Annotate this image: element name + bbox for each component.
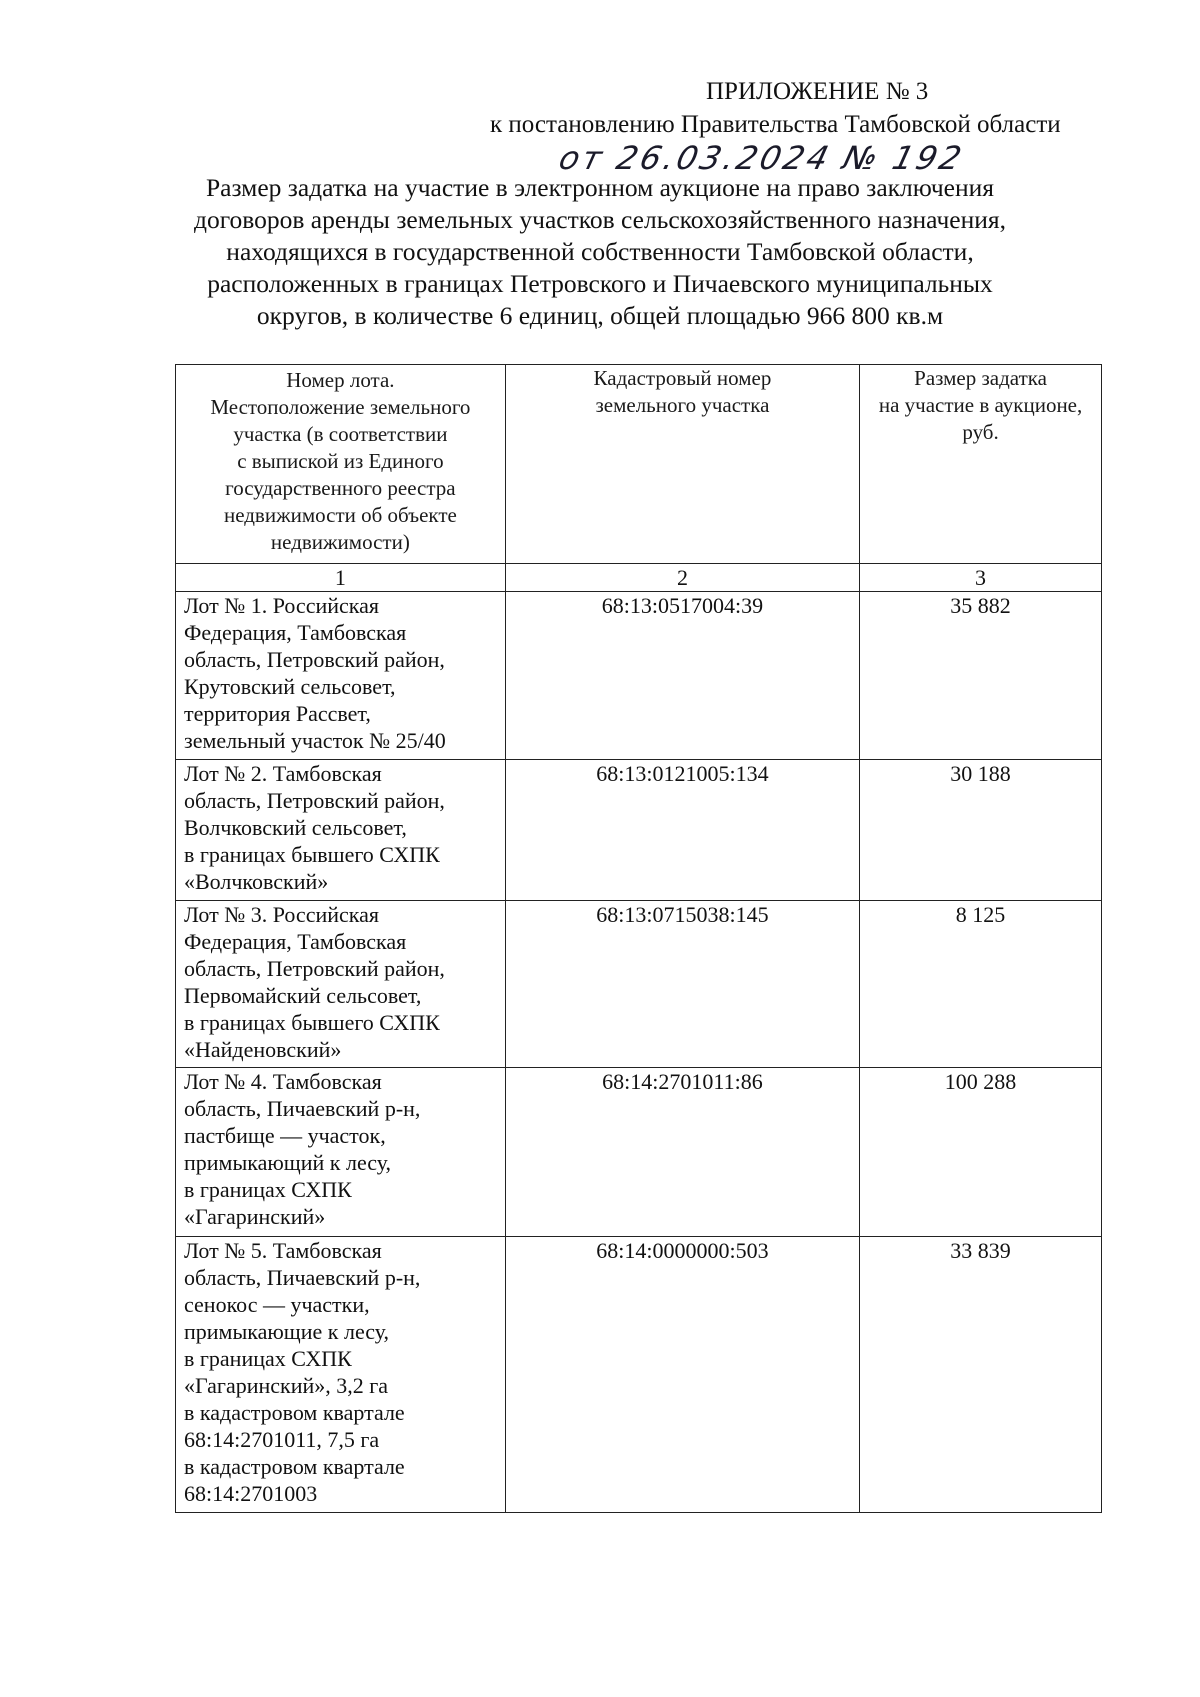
location-line: пастбище — участок, bbox=[184, 1123, 386, 1148]
lot-location bbox=[176, 1068, 506, 1237]
header-deposit-amount bbox=[860, 365, 1102, 564]
table-row bbox=[176, 1068, 1102, 1237]
location-line: в границах бывшего СХПК bbox=[184, 1010, 440, 1035]
appendix-title: ПРИЛОЖЕНИЕ № 3 bbox=[706, 78, 929, 105]
location-line: область, Петровский район, bbox=[184, 788, 445, 813]
column-number-row bbox=[176, 564, 1102, 592]
cadastral-number: 68:13:0715038:145 bbox=[505, 901, 859, 1068]
cadastral-number: 68:13:0121005:134 bbox=[505, 760, 859, 901]
location-line: сенокос — участки, bbox=[184, 1292, 370, 1317]
column-number: 1 bbox=[176, 564, 506, 592]
location-line: «Волчковский» bbox=[184, 869, 329, 894]
location-line: Лот № 1. Российская bbox=[184, 593, 380, 618]
deposit-amount: 8 125 bbox=[860, 901, 1102, 1068]
location-line: 68:14:2701011, 7,5 га bbox=[184, 1427, 380, 1452]
location-line: «Найденовский» bbox=[184, 1037, 342, 1062]
lot-location bbox=[176, 1237, 506, 1513]
title-line: расположенных в границах Петровского и Пичаевского муниципальных bbox=[207, 269, 993, 298]
table-header-row bbox=[176, 365, 1102, 564]
title-line: округов, в количестве 6 единиц, общей площадью 966 800 кв.м bbox=[256, 301, 944, 330]
deposit-amount: 35 882 bbox=[860, 592, 1102, 760]
header-line: Размер задатка bbox=[914, 366, 1047, 390]
deposit-amount: 100 288 bbox=[860, 1068, 1102, 1237]
location-line: территория Рассвет, bbox=[184, 701, 371, 726]
lots-table bbox=[175, 364, 1102, 1513]
header-line: Местоположение земельного bbox=[210, 395, 471, 419]
cadastral-number: 68:14:2701011:86 bbox=[505, 1068, 859, 1237]
appendix-reference: к постановлению Правительства Тамбовской области bbox=[490, 111, 1061, 138]
location-line: область, Петровский район, bbox=[184, 956, 445, 981]
cadastral-number: 68:14:0000000:503 bbox=[505, 1237, 859, 1513]
header-line: с выпиской из Единого bbox=[237, 449, 444, 473]
location-line: земельный участок № 25/40 bbox=[184, 728, 446, 753]
location-line: 68:14:2701003 bbox=[184, 1481, 318, 1506]
title-line: Размер задатка на участие в электронном аукционе на право заключения bbox=[205, 173, 995, 202]
location-line: «Гагаринский» bbox=[184, 1204, 326, 1229]
location-line: примыкающие к лесу, bbox=[184, 1319, 390, 1344]
header-line: участка (в соответствии bbox=[233, 422, 448, 446]
location-line: Федерация, Тамбовская bbox=[184, 929, 407, 954]
table-row bbox=[176, 901, 1102, 1068]
location-line: область, Петровский район, bbox=[184, 647, 445, 672]
location-line: Первомайский сельсовет, bbox=[184, 983, 422, 1008]
location-line: Лот № 2. Тамбовская bbox=[184, 761, 382, 786]
lot-location bbox=[176, 901, 506, 1068]
location-line: в границах бывшего СХПК bbox=[184, 842, 440, 867]
location-line: Лот № 3. Российская bbox=[184, 902, 380, 927]
lot-location bbox=[176, 760, 506, 901]
header-line: государственного реестра bbox=[225, 476, 456, 500]
lot-location bbox=[176, 592, 506, 760]
cadastral-number: 68:13:0517004:39 bbox=[505, 592, 859, 760]
column-number: 2 bbox=[505, 564, 859, 592]
handwritten-date-number: от 26.03.2024 № 192 bbox=[555, 139, 969, 177]
deposit-amount: 33 839 bbox=[860, 1237, 1102, 1513]
header-line: земельного участка bbox=[595, 393, 770, 417]
header-location bbox=[176, 365, 506, 564]
location-line: в границах СХПК bbox=[184, 1346, 352, 1371]
location-line: «Гагаринский», 3,2 га bbox=[184, 1373, 389, 1398]
location-line: Лот № 5. Тамбовская bbox=[184, 1238, 382, 1263]
title-line: находящихся в государственной собственности Тамбовской области, bbox=[226, 237, 974, 266]
location-line: в границах СХПК bbox=[184, 1177, 352, 1202]
deposit-amount: 30 188 bbox=[860, 760, 1102, 901]
location-line: в кадастровом квартале bbox=[184, 1454, 405, 1479]
header-line: недвижимости об объекте bbox=[223, 503, 457, 527]
table-row bbox=[176, 760, 1102, 901]
title-line: договоров аренды земельных участков сельскохозяйственного назначения, bbox=[193, 205, 1007, 234]
header-line: Номер лота. bbox=[286, 368, 395, 392]
document-title bbox=[150, 172, 1050, 332]
header-line: руб. bbox=[962, 420, 999, 444]
location-line: область, Пичаевский р-н, bbox=[184, 1265, 421, 1290]
location-line: примыкающий к лесу, bbox=[184, 1150, 392, 1175]
location-line: Федерация, Тамбовская bbox=[184, 620, 407, 645]
location-line: Крутовский сельсовет, bbox=[184, 674, 396, 699]
header-cadastral-number bbox=[505, 365, 859, 564]
location-line: Лот № 4. Тамбовская bbox=[184, 1069, 382, 1094]
table-row bbox=[176, 1237, 1102, 1513]
header-line: Кадастровый номер bbox=[593, 366, 772, 390]
column-number: 3 bbox=[860, 564, 1102, 592]
header-line: на участие в аукционе, bbox=[878, 393, 1083, 417]
location-line: в кадастровом квартале bbox=[184, 1400, 405, 1425]
location-line: область, Пичаевский р-н, bbox=[184, 1096, 421, 1121]
header-line: недвижимости) bbox=[270, 530, 410, 554]
table-row bbox=[176, 592, 1102, 760]
location-line: Волчковский сельсовет, bbox=[184, 815, 407, 840]
